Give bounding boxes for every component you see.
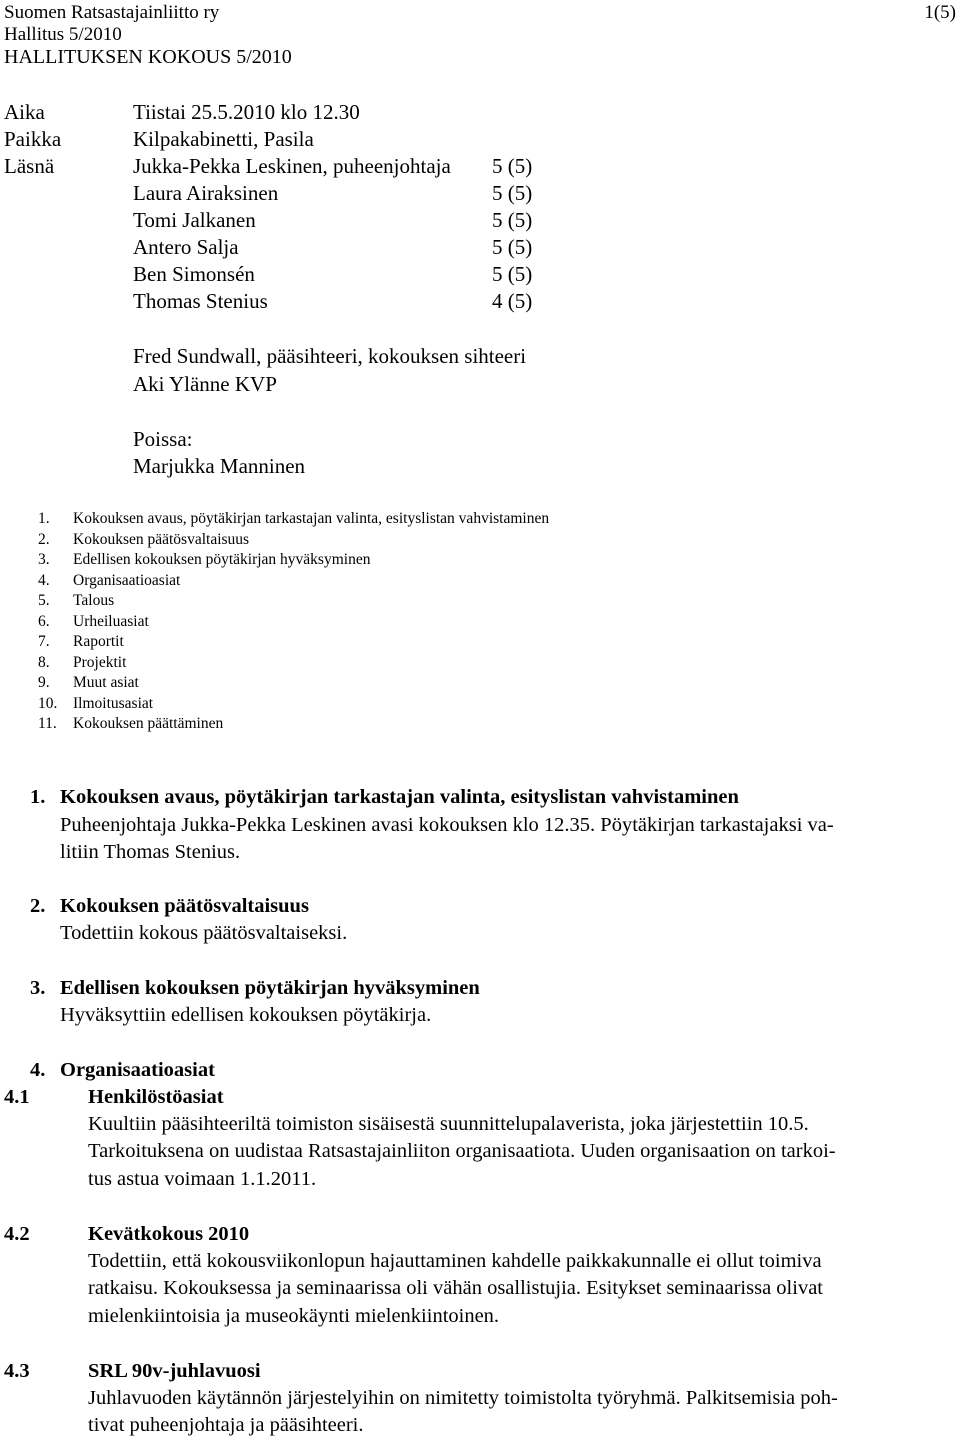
- agenda-number: 1.: [38, 510, 50, 527]
- section-title: Organisaatioasiat: [60, 1059, 215, 1081]
- aika-label: Aika: [4, 100, 45, 124]
- agenda-item: Organisaatioasiat: [73, 572, 181, 589]
- agenda-number: 7.: [38, 633, 50, 650]
- org-name: Suomen Ratsastajainliitto ry: [4, 2, 220, 23]
- subsection-text: Juhlavuoden käytännön järjestelyihin on nimitetty toimistolta työryhmä. Palkitsemisia poh-: [88, 1387, 838, 1409]
- subsection-number: 4.1: [4, 1086, 30, 1108]
- other-participant: Aki Ylänne KVP: [133, 372, 277, 396]
- subsection-text: tivat puheenjohtaja ja pääsihteeri.: [88, 1414, 364, 1436]
- agenda-number: 2.: [38, 531, 50, 548]
- subsection-text: ratkaisu. Kokouksessa ja seminaarissa oli vähän osallistujia. Esitykset seminaarissa olivat: [88, 1277, 823, 1299]
- subsection-text: tus astua voimaan 1.1.2011.: [88, 1168, 317, 1190]
- agenda-item: Projektit: [73, 654, 127, 671]
- subsection-text: mielenkiintoisia ja museokäynti mielenkiintoinen.: [88, 1305, 500, 1327]
- section-number: 3.: [30, 977, 46, 999]
- section-number: 1.: [30, 786, 46, 808]
- agenda-item: Kokouksen päätösvaltaisuus: [73, 531, 250, 548]
- attendee-count: 5 (5): [492, 235, 533, 259]
- agenda-item: Edellisen kokouksen pöytäkirjan hyväksyminen: [73, 551, 371, 568]
- agenda-number: 4.: [38, 572, 50, 589]
- attendee-name: Antero Salja: [133, 235, 239, 259]
- agenda-item: Urheiluasiat: [73, 613, 149, 630]
- section-text: Hyväksyttiin edellisen kokouksen pöytäkirja.: [60, 1004, 432, 1026]
- aika-value: Tiistai 25.5.2010 klo 12.30: [133, 100, 360, 124]
- agenda-number: 6.: [38, 613, 50, 630]
- subsection-title: SRL 90v-juhlavuosi: [88, 1360, 261, 1382]
- lasna-label: Läsnä: [4, 154, 55, 178]
- agenda-item: Kokouksen päättäminen: [73, 715, 224, 732]
- section-number: 4.: [30, 1059, 46, 1081]
- subsection-text: Todettiin, että kokousviikonlopun hajauttaminen kahdelle paikkakunnalle ei ollut toimiva: [88, 1250, 822, 1272]
- section-text: litiin Thomas Stenius.: [60, 841, 241, 863]
- agenda-number: 10.: [38, 695, 58, 712]
- subsection-title: Kevätkokous 2010: [88, 1223, 250, 1245]
- board-label: Hallitus 5/2010: [4, 24, 122, 45]
- agenda-item: Kokouksen avaus, pöytäkirjan tarkastajan valinta, esityslistan vahvistaminen: [73, 510, 550, 527]
- attendee-count: 5 (5): [492, 181, 533, 205]
- attendee-name: Jukka-Pekka Leskinen, puheenjohtaja: [133, 154, 451, 178]
- agenda-item: Ilmoitusasiat: [73, 695, 154, 712]
- subsection-title: Henkilöstöasiat: [88, 1086, 224, 1108]
- attendee-name: Ben Simonsén: [133, 262, 255, 286]
- attendee-name: Tomi Jalkanen: [133, 208, 256, 232]
- absent-name: Marjukka Manninen: [133, 454, 306, 478]
- attendee-name: Thomas Stenius: [133, 289, 268, 313]
- paikka-value: Kilpakabinetti, Pasila: [133, 127, 314, 151]
- paikka-label: Paikka: [4, 127, 62, 151]
- absent-label: Poissa:: [133, 427, 193, 451]
- subsection-text: Tarkoituksena on uudistaa Ratsastajainliiton organisaatiota. Uuden organisaation on tarkoi-: [88, 1140, 836, 1162]
- page-number: 1(5): [924, 2, 956, 23]
- agenda-item: Muut asiat: [73, 674, 139, 691]
- agenda-number: 8.: [38, 654, 50, 671]
- agenda-number: 3.: [38, 551, 50, 568]
- section-title: Edellisen kokouksen pöytäkirjan hyväksyminen: [60, 977, 480, 999]
- attendee-count: 5 (5): [492, 154, 533, 178]
- attendee-count: 4 (5): [492, 289, 533, 313]
- section-text: Puheenjohtaja Jukka-Pekka Leskinen avasi kokouksen klo 12.35. Pöytäkirjan tarkastajaksi va-: [60, 814, 834, 836]
- section-number: 2.: [30, 895, 46, 917]
- attendee-count: 5 (5): [492, 262, 533, 286]
- other-participant: Fred Sundwall, pääsihteeri, kokouksen sihteeri: [133, 344, 527, 368]
- agenda-item: Talous: [73, 592, 115, 609]
- agenda-number: 11.: [38, 715, 57, 732]
- subsection-text: Kuultiin pääsihteeriltä toimiston sisäisestä suunnittelupalaverista, joka järjestettiin 10.5.: [88, 1113, 809, 1135]
- agenda-number: 9.: [38, 674, 50, 691]
- subsection-number: 4.3: [4, 1360, 30, 1382]
- agenda-item: Raportit: [73, 633, 124, 650]
- section-title: Kokouksen avaus, pöytäkirjan tarkastajan valinta, esityslistan vahvistaminen: [60, 786, 739, 808]
- agenda-number: 5.: [38, 592, 50, 609]
- attendee-name: Laura Airaksinen: [133, 181, 279, 205]
- subsection-number: 4.2: [4, 1223, 30, 1245]
- document-title: HALLITUKSEN KOKOUS 5/2010: [4, 46, 292, 68]
- attendee-count: 5 (5): [492, 208, 533, 232]
- section-text: Todettiin kokous päätösvaltaiseksi.: [60, 922, 348, 944]
- section-title: Kokouksen päätösvaltaisuus: [60, 895, 309, 917]
